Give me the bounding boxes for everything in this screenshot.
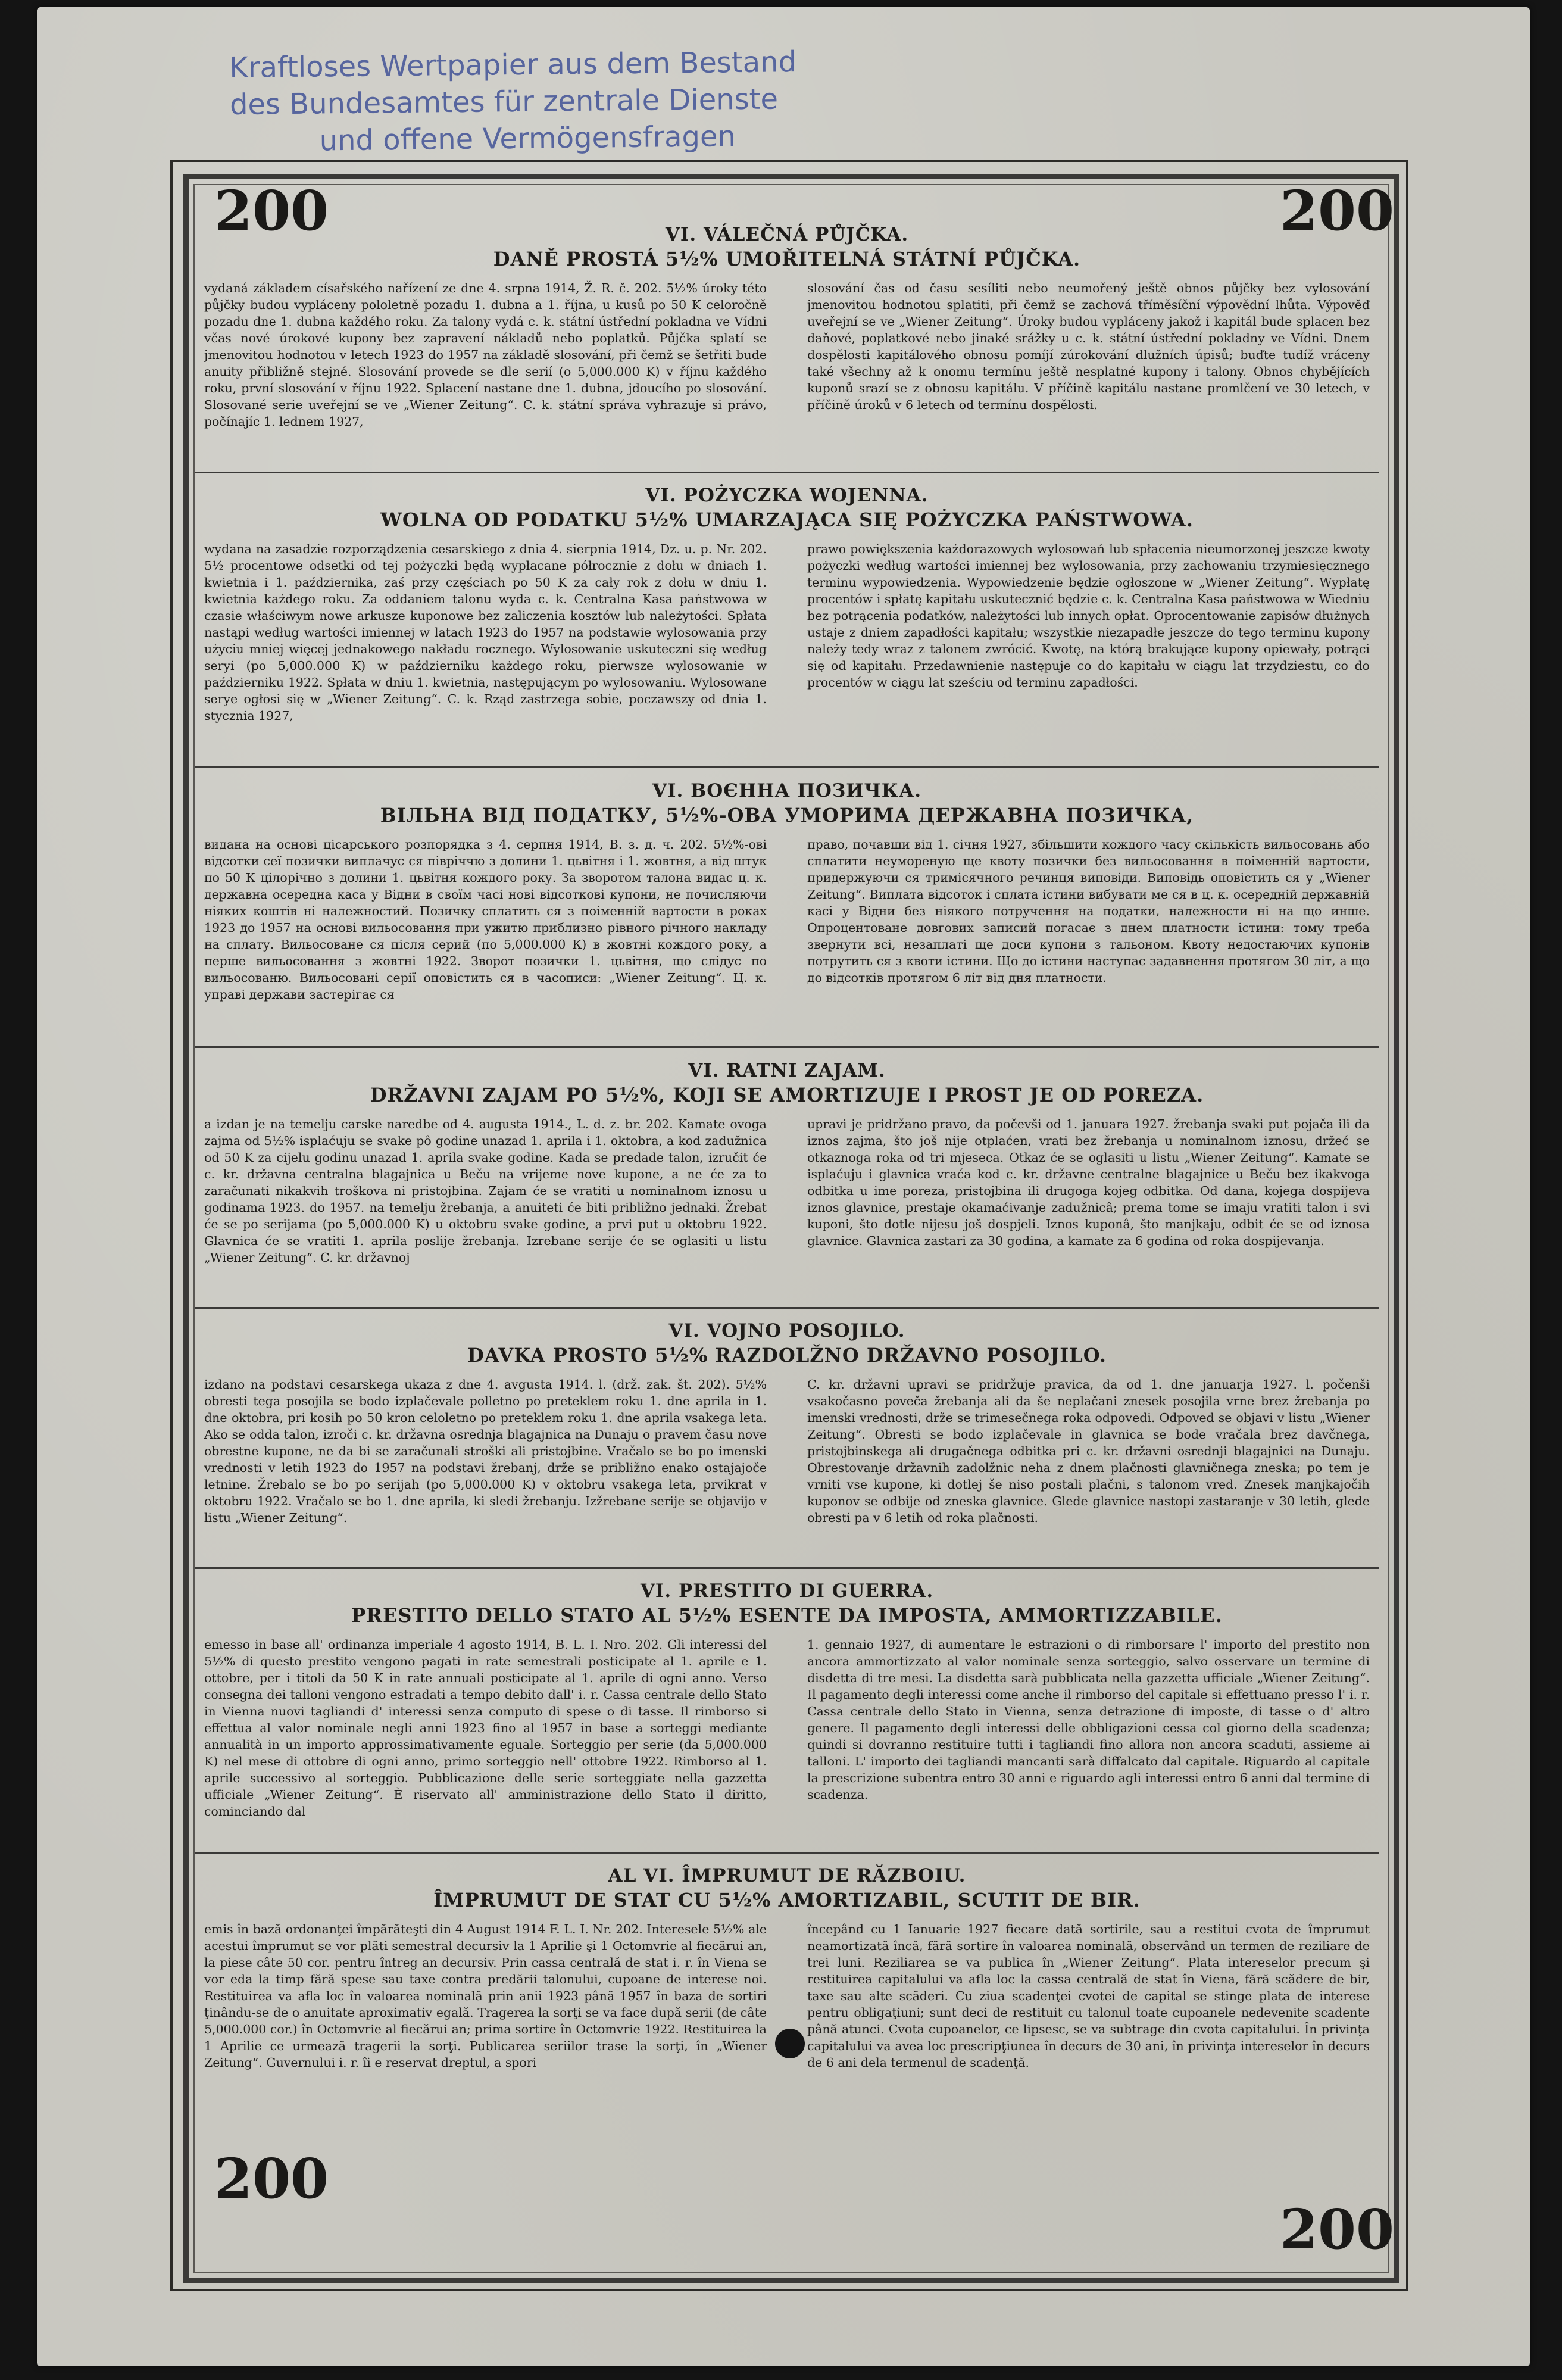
section-divider: [195, 1307, 1379, 1309]
section-divider: [195, 766, 1379, 768]
stamp-line: des Bundesamtes für zentrale Dienste: [229, 82, 779, 122]
section-left-text: vydaná základem císařského nařízení ze dne 4. srpna 1914, Ž. R. č. 202. 5½% úroky této půjčky budou vypláceny pololetně pozadu 1. dubna a 1. října, u kusů po 50 K celoročně pozadu dne 1. dubna každého roku. Za talony vydá c. k. státní ústřední pokladna ve Vídni včas nové úrokové kupony bez zapravení nákladů nebo poplatků. Půjčka splatí se jmenovitou hodnotou v letech 1923 do 1957 na základě slosování, při čemž se šetřiti bude anuity přibližně stejné. Slosování provede se dle serií (o 5,000.000 K) v říjnu každého roku, první slosování v říjnu 1922. Splacení nastane dne 1. dubna, jdoucího po slosování. Slosované serie uveřejní se ve „Wiener Zeitung“. C. k. státní správa vyhrazuje si právo, počínajíc 1. lednem 1927,: [204, 281, 767, 429]
section-left-text: emis în bază ordonanţei împărăteşti din 4 August 1914 F. L. I. Nr. 202. Interesele 5½% ale acestui împrumut se vor plăti semestral decursiv la 1 Aprilie şi 1 Octomvrie al fiecărui an, la piese câte 50 cor. pentru întreg an decursiv. Prin cassa centrală de stat i. r. în Viena se vor eda la timp fără spese sau taxe contra predării talonului, cupoane de interese noi. Restituirea va afla loc în valoarea nominală prin anii 1923 până 1957 în baza de sortiri ţinându-se de o anuitate aproximativ egală. Tragerea la sorţi se va face după serii (de câte 5,000.000 cor.) în Octomvrie al fiecărui an; prima sortire în Octomvrie 1922. Restituirea la 1 Aprilie ce urmează tragerii la sorţi. Publicarea seriilor trase la sorţi, în „Wiener Zeitung“. Guvernului i. r. îi e reservat dreptul, a spori: [204, 1922, 767, 2070]
section-right-text: prawo powiększenia każdorazowych wylosowań lub spłacenia nieumorzonej jeszcze kwoty pożyczki według wartości imiennej bez wylosowania, przy zachowaniu trzymiesięcznego terminu wypowiedzenia. Wypowiedzenie będzie ogłoszone w „Wiener Zeitung“. Wypłatę procentów i spłatę kapitału uskutecznić będzie c. k. Centralna Kasa państwowa w Wiedniu bez potrącenia podatków, należytości lub innych opłat. Oprocentowanie zapisów dłużnych ustaje z dniem zapadłości kapitału; wszystkie niezapadłe jeszcze do tego terminu kupony należy tedy wraz z talonem zwrócić. Kwotę, na którą brakujące kupony opiewały, potrąci się od kapitału. Przedawnienie następuje co do kapitału w ciągu lat trzydziestu, co do procentów w ciągu lat sześciu od terminu zapadłości.: [807, 542, 1370, 690]
section-left-text: a izdan je na temelju carske naredbe od 4. augusta 1914., L. d. z. br. 202. Kamate ovoga zajma od 5½% isplaćuju se svake pô godine unazad 1. aprila i 1. oktobra, a kod zadužnica od 50 K za cijelu godinu unazad 1. aprila svake godine. Kada se predade talon, izručit će c. kr. državna centralna blagajnica u Beču na vrijeme nove kupone, a ne će za to zaračunati nikakvih troškova ni pristojbina. Zajam će se vratiti u nominalnom iznosu u godinama 1923. do 1957. na temelju žrebanja, a anuiteti će biti približno jednaki. Žrebat će se po serijama (po 5,000.000 K) u oktobru svake godine, a prvi put u oktobru 1922. Glavnica će se vratiti 1. aprila poslije žrebanja. Izrebane serije će se oglasiti u listu „Wiener Zeitung“. C. kr. državnoj: [204, 1117, 767, 1265]
denomination-bottom-right: 200: [1280, 2197, 1395, 2262]
section-left-text: wydana na zasadzie rozporządzenia cesarskiego z dnia 4. sierpnia 1914, Dz. u. p. Nr. 202. 5½ procentowe odsetki od tej pożyczki będą wypłacane półrocznie z dołu w dniach 1. kwietnia i 1. października, zaś przy częściach po 50 K za cały rok z dołu w dniu 1. kwietnia każdego roku. Za oddaniem talonu wyda c. k. Centralna Kasa państwowa w czasie właściwym nowe arkusze kuponowe bez zaliczenia kosztów lub należytości. Spłata nastąpi według wartości imiennej w latach 1923 do 1957 na podstawie wylosowania przy użyciu mniej więcej jednakowego nakładu rocznego. Wylosowanie uskuteczni się według seryi (po 5,000.000 K) w październiku każdego roku, pierwsze wylosowanie w październiku 1922. Spłata w dniu 1. kwietnia, następującym po wylosowaniu. Wylosowane serye ogłosi się w „Wiener Zeitung“. C. k. Rząd zastrzega sobie, poczawszy od dnia 1. stycznia 1927,: [204, 542, 767, 723]
section-title: AL VI. ÎMPRUMUT DE RĂZBOIU.: [608, 1865, 966, 1886]
section-title: VI. POŻYCZKA WOJENNA.: [645, 485, 929, 506]
section-left-text: izdano na podstavi cesarskega ukaza z dne 4. avgusta 1914. l. (drž. zak. št. 202). 5½% obresti tega posojila se bodo izplačevale polletno po preteklem roku 1. dne aprila in 1. dne oktobra, pri kosih po 50 kron celoletno po preteklem roku 1. dne aprila vsakega leta. Ako se odda talon, izroči c. kr. državna osrednja blagajnica na Dunaju o pravem času nove obrestne kupone, ne da bi se zaračunali stroški ali pristojbine. Vračalo se bo po imenski vrednosti v letih 1923 do 1957 na podstavi žrebanj, drže se približno enako ostajajoče letnine. Žrebalo se bo po serijah (po 5,000.000 K) v oktobru vsakega leta, prvikrat v oktobru 1922. Vračalo se bo 1. dne aprila, ki sledi žrebanju. Izžrebane serije se objavijo v listu „Wiener Zeitung“.: [204, 1377, 767, 1525]
section-right-text: începând cu 1 Ianuarie 1927 fiecare dată sortirile, sau a restitui cvota de împrumut neamortizată încă, fără sortire în valoarea nominală, observând un termen de reziliare de trei luni. Reziliarea se va publica în „Wiener Zeitung“. Plata intereselor precum şi restituirea capitalului va afla loc la cassa centrală de stat în Viena, fără scădere de bir, taxe sau alte scăderi. Cu ziua scadenţei cvotei de capital se stinge plata de interese pentru obligaţiuni; sunt deci de restituit cu talonul toate cupoanele nedevenite scadente până atunci. Cvota cupoanelor, ce lipsesc, se va subtrage din cvota capitalului. În privinţa capitalului va avea loc prescripţiunea în decurs de 30 ani, în privinţa intereselor în decurs de 6 ani dela termenul de scadenţă.: [807, 1922, 1370, 2070]
section-title: VI. VÁLEČNÁ PŮJČKA.: [665, 224, 909, 245]
punch-hole: [775, 2029, 805, 2058]
stamp-line: und offene Vermögensfragen: [319, 120, 736, 158]
section-subtitle: DAVKA PROSTO 5½% RAZDOLŽNO DRŽAVNO POSOJILO.: [467, 1344, 1107, 1367]
section-left-text: видана на основі цісарського розпорядка з 4. серпня 1914, В. з. д. ч. 202. 5½%-ові відсотки сеї позички виплачує ся півріччю з долини 1. цьвітня і 1. жовтня, а від штук по 50 К цілорічно з долини 1. цьвітня кождого року. За зворотом талона видас ц. к. державна осередна каса у Відни в своїм часі нові відсоткові купони, не почисляючи ніяких коштів ні належностий. Позичку сплатить ся з поіменній вартости в роках 1923 до 1957 на основі вильосовання при ужитю приблизно рівного річного накладу на сплату. Вильосоване ся після серий (по 5,000.000 К) в жовтні кождого року, а перше вильосовання з жовтні 1922. Зворот позички 1. цьвітня, що слідує по вильосованю. Вильосовані серії оповістить ся в часописи: „Wiener Zeitung“. Ц. к. управі держави застерігає ся: [204, 837, 767, 1002]
section-croatian: [204, 1059, 1370, 1266]
section-polish: [204, 484, 1370, 724]
section-italian: [204, 1579, 1370, 1820]
section-left-text: emesso in base all' ordinanza imperiale 4 agosto 1914, B. L. I. Nro. 202. Gli interessi del 5½% di questo prestito vengono pagati in rate semestrali posticipate al 1. aprile e 1. ottobre, per i titoli da 50 K in rate annuali posticipate al 1. aprile di ogni anno. Verso consegna dei talloni vengono estradati a tempo debito dall' i. r. Cassa centrale dello Stato in Vienna nuovi tagliandi d' interessi senza computo di spese o di tasse. Il rimborso si effettua al valor nominale negli anni 1923 fino al 1957 in base a sorteggi mediante annualità in un importo approssimativamente eguale. Sorteggio per serie (da 5,000.000 K) nel mese di ottobre di ogni anno, primo sorteggio nell' ottobre 1922. Rimborso al 1. aprile successivo al sorteggio. Pubblicazione delle serie sorteggiate nella gazzetta ufficiale „Wiener Zeitung“. È riservato all' amministrazione dello Stato il diritto, cominciando dal: [204, 1637, 767, 1818]
section-title: VI. PRESTITO DI GUERRA.: [640, 1580, 934, 1602]
section-right-text: C. kr. državni upravi se pridržuje pravica, da od 1. dne januarja 1927. l. počenši vsakočasno poveča žrebanja ali da še neplačani znesek posojila vrne brez žrebanja po imenski vrednosti, drže se trimesečnega roka odpovedi. Odpoved se objavi v listu „Wiener Zeitung“. Obresti se bodo izplačevale in glavnica se bode vračala brez davčnega, pristojbinskega ali drugačnega odbitka pri c. kr. državni osrednji blagajnici na Dunaju. Obrestovanje državnih zadolžnic neha z dnem plačnosti glavničnega zneska; po tem je vrniti vse kupone, ki dotlej še niso postali plačni, s talonom vred. Znesek manjkajočih kuponov se odbije od zneska glavnice. Glede glavnice nastopi zastaranje v 30 letih, glede obresti pa v 6 letih od roka plačnosti.: [807, 1377, 1370, 1525]
section-divider: [195, 1046, 1379, 1048]
section-title: VI. RATNI ZAJAM.: [688, 1060, 886, 1081]
section-divider: [195, 472, 1379, 473]
denomination-top-right: 200: [1280, 179, 1395, 243]
section-subtitle: ÎMPRUMUT DE STAT CU 5½% AMORTIZABIL, SCUTIT DE BIR.: [433, 1889, 1141, 1911]
section-right-text: upravi je pridržano pravo, da počevši od 1. januara 1927. žrebanja svaki put pojača ili da iznos zajma, što još nije otplaćen, vrati bez žrebanja u nominalnom iznosu, držeć se otkaznoga roka od tri mjeseca. Otkaz će se oglasiti u listu „Wiener Zeitung“. Kamate se isplaćuju i glavnica vraća kod c. kr. državne centralne blagajnice u Beču bez ikakvoga odbitka u ime poreza, pristojbina ili drugoga kojeg odbitka. Od dana, kojega dospijeva iznos glavnice, prestaje okamaćivanje zadužnicâ; prema tome se imaju vratiti talon i svi kuponi, što dotle nijesu još dospjeli. Iznos kuponâ, što manjkaju, odbit će se od iznosa glavnice. Glavnica zastari za 30 godina, a kamate za 6 godina od roka dospijevanja.: [807, 1117, 1370, 1248]
section-subtitle: PRESTITO DELLO STATO AL 5½% ESENTE DA IMPOSTA, AMMORTIZZABILE.: [351, 1604, 1223, 1627]
section-subtitle: DANĚ PROSTÁ 5½% UMOŘITELNÁ STÁTNÍ PŮJČKA.: [493, 248, 1081, 270]
section-right-text: 1. gennaio 1927, di aumentare le estrazioni o di rimborsare l' importo del prestito non ancora ammortizzato al valor nominale senza sorteggio, salvo osservare un termine di disdetta di tre mesi. La disdetta sarà pubblicata nella gazzetta ufficiale „Wiener Zeitung“. Il pagamento degli interessi come anche il rimborso del capitale si effettuano presso l' i. r. Cassa centrale dello Stato in Vienna, senza detrazione di imposte, di tasse o d' altro genere. Il pagamento degli interessi delle obbligazioni cessa col giorno della scadenza; quindi si dovranno restituire tutti i tagliandi fino allora non ancora scaduti, assieme ai talloni. L' importo dei tagliandi mancanti sarà diffalcato dal capitale. Riguardo al capitale la prescrizione subentra entro 30 anni e riguardo agli interessi entro 6 anni dal termine di scadenza.: [807, 1637, 1370, 1802]
section-right-text: slosování čas od času sesíliti nebo neumořený ještě obnos půjčky bez vylosování jmenovitou hodnotou splatiti, při čemž se zachová tříměsíční výpovědní lhůta. Výpověď uveřejní se ve „Wiener Zeitung“. Úroky budou vypláceny jakož i kapitál bude splacen bez daňové, poplatkové nebo jinaké srážky u c. k. státní ústřední pokladny ve Vídni. Dnem dospělosti kapitálového obnosu pomíjí zúrokování dlužních úpisů; buďte tudíž vráceny také všechny až k onomu termínu ještě nesplatné kupony i talony. Obnos chybějících kuponů srazí se z obnosu kapitálu. V příčině kapitálu nastane promlčení ve 30 letech, v příčině úroků v 6 letech od termínu dospělosti.: [807, 281, 1370, 412]
section-slovene: [204, 1319, 1370, 1526]
section-divider: [195, 1567, 1379, 1569]
section-right-text: право, почавши від 1. січня 1927, збільшити кождого часу скількість вильосовань або сплатити неумореную ще квоту позички без вильосовання в поіменній вартости, придержуючи ся тримісячного речинця виповіди. Виповідь оповістить ся у „Wiener Zeitung“. Виплата відсоток і сплата істини вибувати ме ся в ц. к. осередній державній касі у Відни без ніякого потручення на податки, належности ні на що инше. Опроцентоване довгових записий погасає з днем платности істини: тому треба звернути всі, незаплаті ще доси купони з тальоном. Квоту недостаючих купонів потрутить ся з квоти істини. Що до істини наступає задавнення протягом 30 літ, а що до відсотків протягом 6 літ від дня платности.: [807, 837, 1370, 985]
section-subtitle: ВІЛЬНА ВІД ПОДАТКУ, 5½%-ОВА УМОРИМА ДЕРЖАВНА ПОЗИЧКА,: [380, 804, 1194, 826]
stamp-line: Kraftloses Wertpapier aus dem Bestand: [229, 45, 797, 85]
section-subtitle: DRŽAVNI ZAJAM PO 5½%, KOJI SE AMORTIZUJE I PROST JE OD POREZA.: [370, 1084, 1204, 1106]
section-title: VI. ВОЄННА ПОЗИЧКА.: [652, 780, 922, 801]
section-divider: [195, 1852, 1379, 1854]
section-czech: [204, 223, 1370, 430]
cancellation-stamp: [229, 43, 802, 160]
section-ukrainian: [204, 779, 1370, 1003]
section-title: VI. VOJNO POSOJILO.: [668, 1320, 905, 1342]
denomination-bottom-left: 200: [214, 2147, 329, 2211]
denomination-top-left: 200: [214, 179, 329, 243]
section-subtitle: WOLNA OD PODATKU 5½% UMARZAJĄCA SIĘ POŻYCZKA PAŃSTWOWA.: [380, 509, 1194, 531]
